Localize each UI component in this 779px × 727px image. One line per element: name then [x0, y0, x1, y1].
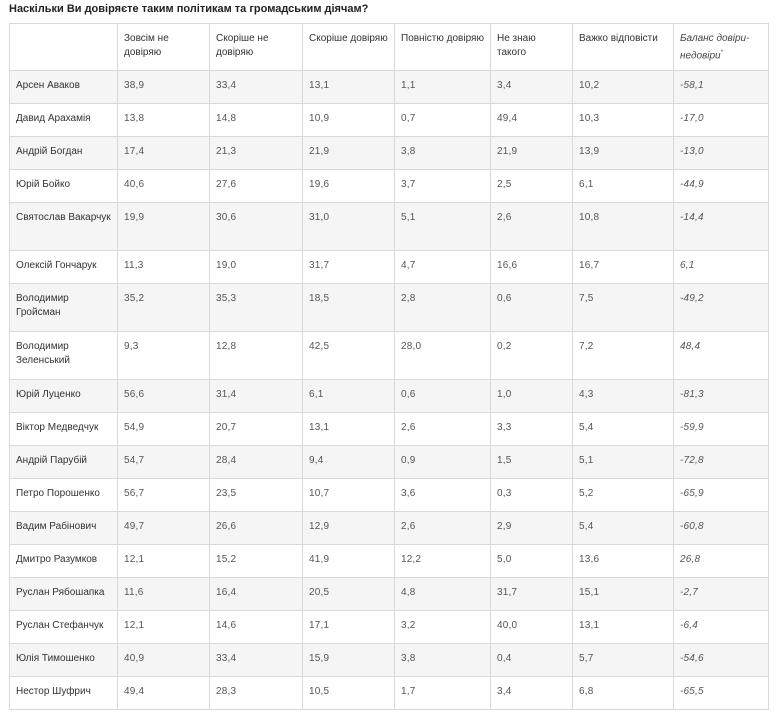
cell-balance: -58,1 [674, 71, 769, 104]
cell-hard-to-say: 10,2 [573, 71, 674, 104]
cell-balance: -2,7 [674, 578, 769, 611]
cell-unknown: 0,6 [491, 284, 573, 332]
cell-name: Володимир Зеленський [10, 332, 118, 380]
cell-full-trust: 1,1 [395, 71, 491, 104]
cell-balance: -72,8 [674, 446, 769, 479]
cell-no-trust-at-all: 49,7 [118, 512, 210, 545]
cell-no-trust-at-all: 13,8 [118, 104, 210, 137]
cell-full-trust: 3,6 [395, 479, 491, 512]
header-full-trust: Повністю довіряю [395, 24, 491, 71]
cell-no-trust-at-all: 38,9 [118, 71, 210, 104]
cell-full-trust: 0,7 [395, 104, 491, 137]
cell-rather-trust: 41,9 [303, 545, 395, 578]
table-row [10, 644, 769, 677]
cell-balance: -13,0 [674, 137, 769, 170]
cell-hard-to-say: 7,5 [573, 284, 674, 332]
cell-unknown: 0,4 [491, 644, 573, 677]
cell-full-trust: 3,2 [395, 611, 491, 644]
cell-rather-no-trust: 14,6 [210, 611, 303, 644]
cell-unknown: 2,5 [491, 170, 573, 203]
cell-full-trust: 3,7 [395, 170, 491, 203]
cell-unknown: 0,2 [491, 332, 573, 380]
cell-hard-to-say: 10,8 [573, 203, 674, 251]
cell-full-trust: 0,6 [395, 380, 491, 413]
cell-name: Петро Порошенко [10, 479, 118, 512]
cell-rather-trust: 31,7 [303, 251, 395, 284]
cell-rather-trust: 10,9 [303, 104, 395, 137]
cell-rather-no-trust: 35,3 [210, 284, 303, 332]
header-row [10, 24, 769, 71]
cell-unknown: 1,0 [491, 380, 573, 413]
cell-unknown: 31,7 [491, 578, 573, 611]
header-unknown: Не знаю такого [491, 24, 573, 71]
cell-balance: 6,1 [674, 251, 769, 284]
cell-hard-to-say: 5,7 [573, 644, 674, 677]
table-row [10, 71, 769, 104]
cell-rather-trust: 15,9 [303, 644, 395, 677]
cell-unknown: 0,3 [491, 479, 573, 512]
cell-rather-no-trust: 14,8 [210, 104, 303, 137]
table-row [10, 413, 769, 446]
cell-balance: -49,2 [674, 284, 769, 332]
table-row [10, 251, 769, 284]
cell-hard-to-say: 5,4 [573, 512, 674, 545]
header-rather-no-trust: Скоріше не довіряю [210, 24, 303, 71]
cell-no-trust-at-all: 9,3 [118, 332, 210, 380]
cell-balance: 26,8 [674, 545, 769, 578]
cell-rather-no-trust: 33,4 [210, 71, 303, 104]
cell-unknown: 3,3 [491, 413, 573, 446]
cell-hard-to-say: 4,3 [573, 380, 674, 413]
cell-full-trust: 3,8 [395, 644, 491, 677]
cell-balance: -54,6 [674, 644, 769, 677]
cell-rather-trust: 10,7 [303, 479, 395, 512]
header-balance-mark: * [720, 50, 723, 56]
cell-rather-trust: 13,1 [303, 413, 395, 446]
table-body [10, 71, 769, 710]
cell-hard-to-say: 10,3 [573, 104, 674, 137]
cell-balance: -14,4 [674, 203, 769, 251]
table-row [10, 578, 769, 611]
cell-rather-trust: 9,4 [303, 446, 395, 479]
cell-rather-no-trust: 33,4 [210, 644, 303, 677]
cell-unknown: 1,5 [491, 446, 573, 479]
cell-balance: 48,4 [674, 332, 769, 380]
cell-full-trust: 3,8 [395, 137, 491, 170]
cell-rather-trust: 20,5 [303, 578, 395, 611]
cell-full-trust: 2,6 [395, 512, 491, 545]
cell-no-trust-at-all: 40,6 [118, 170, 210, 203]
cell-balance: -65,9 [674, 479, 769, 512]
cell-rather-no-trust: 26,6 [210, 512, 303, 545]
cell-unknown: 2,6 [491, 203, 573, 251]
cell-rather-trust: 18,5 [303, 284, 395, 332]
header-balance [674, 24, 769, 71]
cell-hard-to-say: 13,9 [573, 137, 674, 170]
trust-table [9, 23, 769, 710]
cell-name: Юрій Бойко [10, 170, 118, 203]
cell-name: Олексій Гончарук [10, 251, 118, 284]
table-row [10, 479, 769, 512]
cell-rather-no-trust: 28,3 [210, 677, 303, 710]
cell-rather-trust: 6,1 [303, 380, 395, 413]
cell-no-trust-at-all: 56,6 [118, 380, 210, 413]
cell-no-trust-at-all: 54,9 [118, 413, 210, 446]
cell-rather-no-trust: 30,6 [210, 203, 303, 251]
cell-hard-to-say: 7,2 [573, 332, 674, 380]
cell-name: Віктор Медведчук [10, 413, 118, 446]
header-rather-trust: Скоріше довіряю [303, 24, 395, 71]
cell-unknown: 21,9 [491, 137, 573, 170]
cell-name: Святослав Вакарчук [10, 203, 118, 251]
cell-no-trust-at-all: 54,7 [118, 446, 210, 479]
table-row [10, 170, 769, 203]
cell-rather-no-trust: 31,4 [210, 380, 303, 413]
cell-rather-trust: 17,1 [303, 611, 395, 644]
header-balance-label: Баланс довіри-недовіри [680, 33, 750, 62]
cell-no-trust-at-all: 17,4 [118, 137, 210, 170]
table-row [10, 512, 769, 545]
cell-hard-to-say: 6,8 [573, 677, 674, 710]
cell-full-trust: 2,8 [395, 284, 491, 332]
cell-unknown: 3,4 [491, 677, 573, 710]
cell-name: Нестор Шуфрич [10, 677, 118, 710]
table-row [10, 380, 769, 413]
cell-rather-trust: 10,5 [303, 677, 395, 710]
cell-rather-no-trust: 21,3 [210, 137, 303, 170]
cell-rather-no-trust: 12,8 [210, 332, 303, 380]
cell-name: Руслан Рябошапка [10, 578, 118, 611]
cell-balance: -44,9 [674, 170, 769, 203]
table-row [10, 446, 769, 479]
cell-name: Андрій Парубій [10, 446, 118, 479]
cell-hard-to-say: 5,2 [573, 479, 674, 512]
header-no-trust-at-all: Зовсім не довіряю [118, 24, 210, 71]
cell-name: Давид Арахамія [10, 104, 118, 137]
cell-hard-to-say: 6,1 [573, 170, 674, 203]
cell-hard-to-say: 5,4 [573, 413, 674, 446]
cell-rather-no-trust: 20,7 [210, 413, 303, 446]
table-row [10, 203, 769, 251]
cell-rather-no-trust: 19,0 [210, 251, 303, 284]
cell-full-trust: 12,2 [395, 545, 491, 578]
cell-full-trust: 4,8 [395, 578, 491, 611]
cell-balance: -17,0 [674, 104, 769, 137]
cell-no-trust-at-all: 11,3 [118, 251, 210, 284]
cell-balance: -60,8 [674, 512, 769, 545]
cell-rather-no-trust: 15,2 [210, 545, 303, 578]
cell-no-trust-at-all: 19,9 [118, 203, 210, 251]
cell-no-trust-at-all: 11,6 [118, 578, 210, 611]
cell-rather-trust: 12,9 [303, 512, 395, 545]
cell-hard-to-say: 13,6 [573, 545, 674, 578]
table-row [10, 137, 769, 170]
cell-full-trust: 4,7 [395, 251, 491, 284]
table-row [10, 104, 769, 137]
cell-name: Дмитро Разумков [10, 545, 118, 578]
cell-rather-trust: 19,6 [303, 170, 395, 203]
cell-rather-no-trust: 23,5 [210, 479, 303, 512]
cell-name: Арсен Аваков [10, 71, 118, 104]
table-row [10, 611, 769, 644]
table-row [10, 677, 769, 710]
cell-name: Юрій Луценко [10, 380, 118, 413]
cell-rather-no-trust: 28,4 [210, 446, 303, 479]
cell-full-trust: 5,1 [395, 203, 491, 251]
cell-name: Володимир Гройсман [10, 284, 118, 332]
cell-unknown: 16,6 [491, 251, 573, 284]
cell-balance: -59,9 [674, 413, 769, 446]
cell-full-trust: 2,6 [395, 413, 491, 446]
cell-rather-trust: 21,9 [303, 137, 395, 170]
cell-unknown: 2,9 [491, 512, 573, 545]
cell-hard-to-say: 15,1 [573, 578, 674, 611]
cell-balance: -81,3 [674, 380, 769, 413]
cell-full-trust: 1,7 [395, 677, 491, 710]
cell-unknown: 3,4 [491, 71, 573, 104]
cell-rather-no-trust: 27,6 [210, 170, 303, 203]
cell-full-trust: 0,9 [395, 446, 491, 479]
header-name [10, 24, 118, 71]
cell-unknown: 40,0 [491, 611, 573, 644]
cell-rather-trust: 13,1 [303, 71, 395, 104]
cell-rather-trust: 42,5 [303, 332, 395, 380]
cell-hard-to-say: 13,1 [573, 611, 674, 644]
cell-no-trust-at-all: 12,1 [118, 611, 210, 644]
table-title: Наскільки Ви довіряєте таким політикам та громадським діячам? [9, 3, 369, 15]
cell-name: Андрій Богдан [10, 137, 118, 170]
table-row [10, 284, 769, 332]
cell-balance: -6,4 [674, 611, 769, 644]
cell-no-trust-at-all: 56,7 [118, 479, 210, 512]
cell-hard-to-say: 5,1 [573, 446, 674, 479]
cell-no-trust-at-all: 35,2 [118, 284, 210, 332]
cell-no-trust-at-all: 40,9 [118, 644, 210, 677]
cell-name: Вадим Рабінович [10, 512, 118, 545]
cell-unknown: 49,4 [491, 104, 573, 137]
cell-rather-trust: 31,0 [303, 203, 395, 251]
table-row [10, 332, 769, 380]
cell-no-trust-at-all: 49,4 [118, 677, 210, 710]
cell-full-trust: 28,0 [395, 332, 491, 380]
cell-unknown: 5,0 [491, 545, 573, 578]
cell-rather-no-trust: 16,4 [210, 578, 303, 611]
cell-name: Юлія Тимошенко [10, 644, 118, 677]
table-row [10, 545, 769, 578]
header-hard-to-say: Важко відповісти [573, 24, 674, 71]
cell-no-trust-at-all: 12,1 [118, 545, 210, 578]
cell-balance: -65,5 [674, 677, 769, 710]
cell-name: Руслан Стефанчук [10, 611, 118, 644]
cell-hard-to-say: 16,7 [573, 251, 674, 284]
